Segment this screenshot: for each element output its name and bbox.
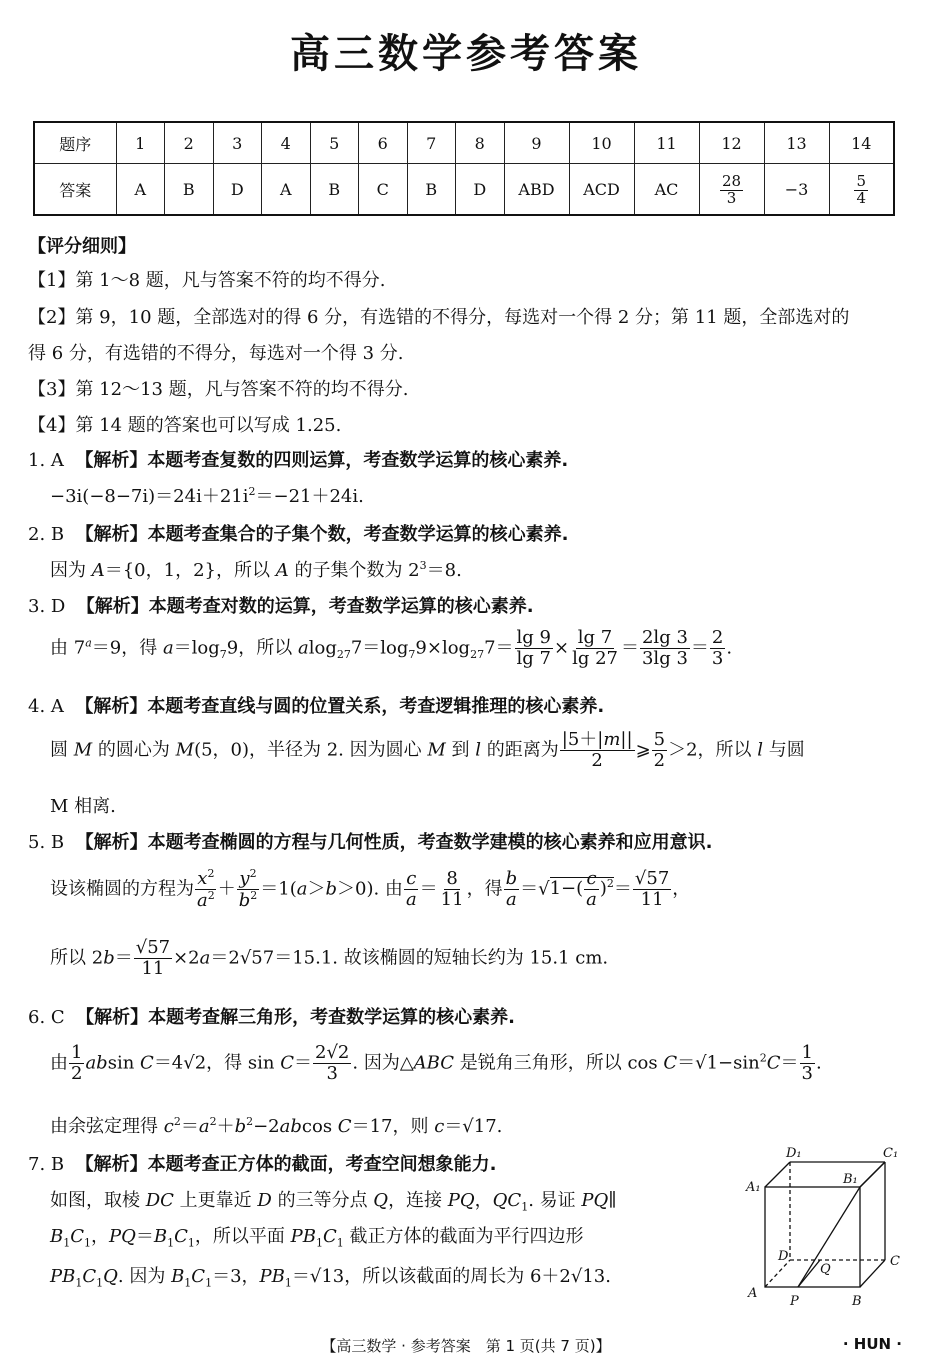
footer-code: · HUN ·	[842, 1335, 902, 1353]
label-B1: B₁	[843, 1172, 858, 1187]
scoring-header: 【评分细则】	[28, 236, 136, 257]
question-number: 10	[569, 122, 634, 164]
q1-solution: $-3i(-8-7i)=24i+21i^2=-21+24i$.	[50, 485, 364, 507]
row-label: 题序	[34, 122, 116, 164]
question-number: 1	[116, 122, 165, 164]
label-A1: A₁	[746, 1180, 761, 1195]
label-P: P	[790, 1294, 799, 1309]
row-label: 答案	[34, 164, 116, 216]
q2-solution: 因为 A＝{0，1，2}，所以 A 的子集个数为 $2^3=8$.	[50, 559, 462, 581]
answer-cell-fraction: $\frac{5}{4}$	[829, 164, 894, 216]
q7-solution-1: 如图，取棱 DC 上更靠近 D 的三等分点 Q，连接 PQ，$QC_1$. 易证 PQ∥	[50, 1190, 617, 1214]
q2-heading: 2. B 【解析】本题考查集合的子集个数，考查数学运算的核心素养.	[28, 524, 569, 545]
q5-solution-2: 所以 2b＝ $\frac{√57}{11}$ ×2a＝2√57＝15.1. 故该椭圆的短轴长约为 15.1 cm.	[50, 937, 609, 979]
answer-cell: A	[116, 164, 165, 216]
q5-solution-1: 设该椭圆的方程为 $\frac{x^2}{a^2}$ ＋ $\frac{y^2}{b^2}$ ＝1(a＞b＞0). 由 $\frac{c}{a}$ ＝ $\frac{8}{11}$ ，得 $\frac{b}{a}$ ＝√1−( $\frac{c}{a}$ )$^2$＝ $\frac{√57}{11}$ ，	[50, 867, 691, 911]
q1-heading: 1. A 【解析】本题考查复数的四则运算，考查数学运算的核心素养.	[28, 450, 569, 471]
q7-solution-2: $B_1C_1$，$PQ=B_1C_1$，所以平面 $PB_1C_1$ 截正方体的截面为平行四边形	[50, 1226, 584, 1250]
answer-cell: D	[213, 164, 262, 216]
answer-cell: B	[310, 164, 359, 216]
q7-solution-3: $PB_1C_1Q$. 因为 $B_1C_1=3$，$PB_1=√13$，所以该截面的周长为 6＋2√13.	[50, 1266, 611, 1290]
label-B: B	[852, 1294, 862, 1309]
q3-solution: 由 $7^a=9$，得 $a=\log_79$，所以 $alog_{27}7=\log_79\times\log_{27}7=$ $\frac{\lg 9}{\lg 7}$ × $\frac{\lg 7}{\lg 27}$ ＝ $\frac{2\lg 3}{3\lg 3}$ ＝ $\frac{2}{3}$ .	[50, 627, 733, 669]
answer-cell: C	[359, 164, 408, 216]
scoring-rule-2b: 得 6 分，有选错的不得分，每选对一个得 3 分.	[28, 343, 404, 364]
scoring-rule-4: 【4】第 14 题的答案也可以写成 1.25.	[28, 415, 342, 436]
question-number: 2	[165, 122, 214, 164]
question-number: 11	[634, 122, 699, 164]
q4-solution-end: M 相离.	[50, 796, 116, 817]
page-title: 高三数学参考答案	[290, 31, 642, 77]
answer-cell: ACD	[569, 164, 634, 216]
question-number: 4	[262, 122, 311, 164]
question-number: 8	[456, 122, 505, 164]
question-number: 3	[213, 122, 262, 164]
label-Q: Q	[820, 1262, 831, 1277]
question-number: 7	[407, 122, 456, 164]
question-number: 5	[310, 122, 359, 164]
question-number: 6	[359, 122, 408, 164]
answer-cell: D	[456, 164, 505, 216]
answer-cell: ABD	[504, 164, 569, 216]
answer-row	[34, 164, 894, 216]
question-number: 9	[504, 122, 569, 164]
answer-table	[33, 121, 895, 216]
scoring-rule-2a: 【2】第 9，10 题，全部选对的得 6 分，有选错的不得分，每选对一个得 2 分；第 11 题，全部选对的	[28, 307, 850, 328]
answer-cell: B	[165, 164, 214, 216]
answer-cell: B	[407, 164, 456, 216]
answer-cell: −3	[764, 164, 829, 216]
cube-figure	[740, 1145, 910, 1310]
q6-solution-2: 由余弦定理得 $c^2=a^2+b^2-2abcos$ C＝17，则 c＝√17.	[50, 1115, 503, 1137]
label-C1: C₁	[883, 1146, 899, 1161]
answer-cell-fraction: $\frac{28}{3}$	[699, 164, 764, 216]
scoring-rule-3: 【3】第 12～13 题，凡与答案不符的均不得分.	[28, 379, 409, 400]
q5-heading: 5. B 【解析】本题考查椭圆的方程与几何性质，考查数学建模的核心素养和应用意识.	[28, 832, 713, 853]
q4-solution: 圆 M 的圆心为 M(5，0)，半径为 2. 因为圆心 M 到 l 的距离为 $\frac{|5+|m||}{2}$ ⩾ $\frac{5}{2}$ ＞2，所以 l 与圆	[50, 729, 805, 771]
q7-heading: 7. B 【解析】本题考查正方体的截面，考查空间想象能力.	[28, 1154, 497, 1175]
q6-solution-1: 由 $\frac{1}{2}$ absin C＝4√2，得 sin C＝ $\frac{2√2}{3}$ . 因为△ABC 是锐角三角形，所以 $\cos C=√1-\sin^2C=$ $\frac{1}{3}$ .	[50, 1042, 822, 1084]
label-D1: D₁	[786, 1146, 802, 1161]
q3-heading: 3. D 【解析】本题考查对数的运算，考查数学运算的核心素养.	[28, 596, 534, 617]
label-D: D	[778, 1249, 789, 1264]
question-number: 13	[764, 122, 829, 164]
scoring-rule-1: 【1】第 1～8 题，凡与答案不符的均不得分.	[28, 270, 386, 291]
q4-heading: 4. A 【解析】本题考查直线与圆的位置关系，考查逻辑推理的核心素养.	[28, 696, 605, 717]
question-number-row	[34, 122, 894, 164]
label-A: A	[748, 1286, 758, 1301]
label-C: C	[890, 1254, 900, 1269]
page-footer: 【高三数学 · 参考答案 第 1 页(共 7 页)】	[321, 1337, 611, 1355]
answer-cell: AC	[634, 164, 699, 216]
answer-cell: A	[262, 164, 311, 216]
question-number: 12	[699, 122, 764, 164]
q6-heading: 6. C 【解析】本题考查解三角形，考查数学运算的核心素养.	[28, 1007, 515, 1028]
question-number: 14	[829, 122, 894, 164]
